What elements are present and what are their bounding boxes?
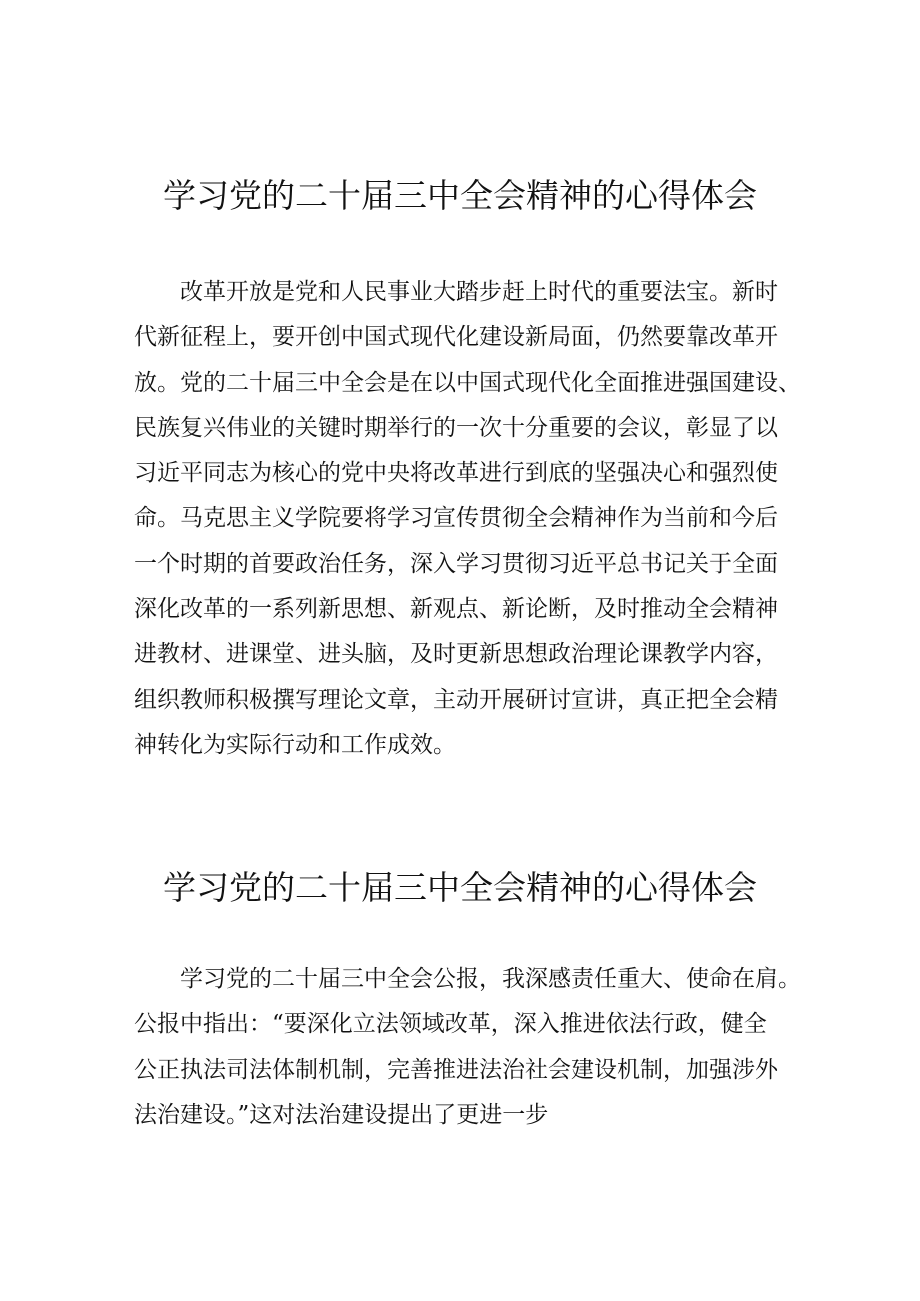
paragraph-line: 放。党的二十届三中全会是在以中国式现代化全面推进强国建设、 — [134, 369, 801, 396]
section-1-title: 学习党的二十届三中全会精神的心得体会 — [163, 176, 757, 215]
paragraph-line: 深化改革的一系列新思想、新观点、新论断，及时推动全会精神 — [134, 596, 778, 623]
paragraph-line: 代新征程上，要开创中国式现代化建设新局面，仍然要靠改革开 — [134, 324, 778, 351]
paragraph-line: 改革开放是党和人民事业大踏步赶上时代的重要法宝。新时 — [134, 279, 778, 305]
paragraph-line: 法治建设。”这对法治建设提出了更进一步 — [134, 1101, 549, 1128]
section-2-title: 学习党的二十届三中全会精神的心得体会 — [163, 868, 757, 907]
paragraph-line: 民族复兴伟业的关键时期举行的一次十分重要的会议，彰显了以 — [134, 414, 778, 441]
paragraph-line: 学习党的二十届三中全会公报，我深感责任重大、使命在肩。 — [134, 966, 801, 992]
section-1-paragraph — [134, 270, 800, 768]
paragraph-line: 进教材、进课堂、进头脑，及时更新思想政治理论课教学内容， — [134, 641, 778, 668]
paragraph-line: 一个时期的首要政治任务，深入学习贯彻习近平总书记关于全面 — [134, 550, 778, 577]
paragraph-line: 公正执法司法体制机制，完善推进法治社会建设机制，加强涉外 — [134, 1056, 778, 1083]
paragraph-line: 命。马克思主义学院要将学习宣传贯彻全会精神作为当前和今后 — [134, 505, 778, 532]
paragraph-line: 组织教师积极撰写理论文章，主动开展研讨宣讲，真正把全会精 — [134, 686, 778, 713]
paragraph-line: 神转化为实际行动和工作成效。 — [134, 731, 456, 758]
paragraph-line: 习近平同志为核心的党中央将改革进行到底的坚强决心和强烈使 — [134, 460, 778, 487]
paragraph-line: 公报中指出：“要深化立法领域改革，深入推进依法行政，健全 — [134, 1011, 767, 1038]
section-2-paragraph — [134, 957, 800, 1138]
